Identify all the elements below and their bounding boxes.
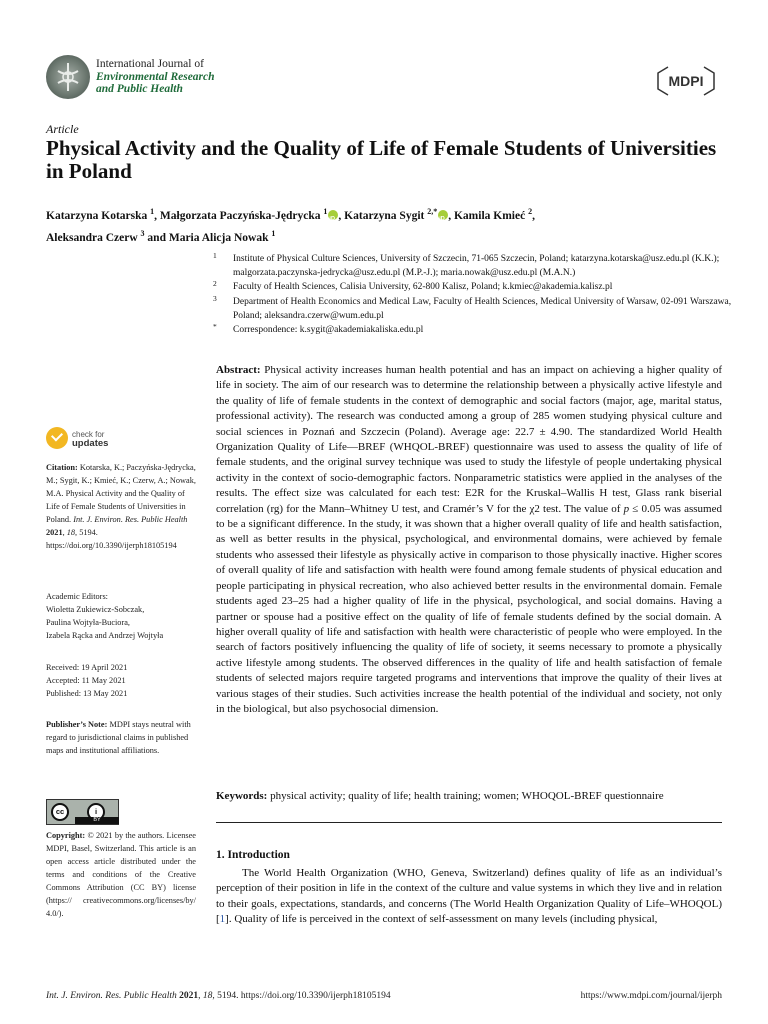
mdpi-logo-text: MDPI xyxy=(668,73,704,89)
author-affiliation-sup: 1 xyxy=(150,207,155,216)
cc-icon: cc xyxy=(51,803,69,821)
author-name: Maria Alicja Nowak xyxy=(168,231,269,244)
paper-title: Physical Activity and the Quality of Life of Female Students of Universities in Poland xyxy=(46,136,717,183)
author-affiliation-sup: 2,* xyxy=(427,207,438,216)
copyright-block xyxy=(46,829,196,920)
footer-journal-url[interactable]: https://www.mdpi.com/journal/ijerph xyxy=(580,991,722,1001)
cc-by-license-badge[interactable] xyxy=(46,799,119,825)
author-name: Aleksandra Czerw xyxy=(46,231,138,244)
citation-link[interactable]: 1 xyxy=(219,913,226,926)
check-updates-line1: check for xyxy=(72,430,105,439)
affiliation-text: Department of Health Economics and Medical Law, Faculty of Health Sciences, Medical University of Warsaw, 02-091 Warszawa, Poland; aleksandra.czerw@wum.edu.pl xyxy=(233,296,732,321)
attribution-icon: i xyxy=(87,803,105,821)
author-affiliation-sup: 1 xyxy=(323,207,328,216)
article-type: Article xyxy=(46,122,79,136)
received-date: Received: 19 April 2021 xyxy=(46,663,128,672)
section-divider xyxy=(216,822,722,823)
section-heading-introduction: 1. Introduction xyxy=(216,849,290,861)
publisher-note-label: Publisher’s Note: xyxy=(46,720,108,729)
check-updates-line2: updates xyxy=(72,438,109,449)
intro-text-continued: ]. Quality of life is perceived in the context of self-assessment on many levels (including physical, xyxy=(225,913,658,926)
academic-editors xyxy=(46,590,196,642)
affiliation-number: 1 xyxy=(213,251,217,260)
author-name: Katarzyna Sygit xyxy=(344,209,425,222)
citation-year: 2021 xyxy=(46,528,63,537)
author-affiliation-sup: 1 xyxy=(271,228,276,238)
copyright-text: © 2021 by the authors. Licensee MDPI, Basel, Switzerland. This article is an open access article distributed under the terms and conditions of the Creative Commons Attribution (CC BY) license (https:// creativecommons.org/licenses/by/ 4.0/). xyxy=(46,831,196,918)
publisher-note-text: MDPI stays neutral with regard to jurisdictional claims in published maps and institutional affiliations. xyxy=(46,720,191,755)
intro-text: The World Health Organization (WHO, Geneva, Switzerland) defines quality of life as an individual’s perception of their position in life in the context of the culture and value systems in which they live and in relation to their goals, expectations, standards, and concerns (The World Health Organization Quality of Life–WHOQOL) [ xyxy=(216,867,722,926)
affiliation-item xyxy=(213,323,733,337)
citation-journal: Int. J. Environ. Res. Public Health xyxy=(73,515,188,524)
journal-name-line2: Environmental Research xyxy=(96,70,215,83)
abstract xyxy=(216,363,722,717)
author-name: Małgorzata Paczyńska-Jędrycka xyxy=(159,209,321,222)
by-label: BY xyxy=(75,817,119,824)
keywords xyxy=(216,789,722,804)
orcid-icon[interactable] xyxy=(328,210,338,220)
journal-name xyxy=(96,58,215,96)
affiliation-item xyxy=(213,280,733,294)
author-name: Kamila Kmieć xyxy=(453,209,526,222)
citation-label: Citation: xyxy=(46,463,78,472)
affiliations xyxy=(213,252,733,337)
citation-block: Citation: Kotarska, K.; Paczyńska-Jędrycka, M.; Sygit, K.; Kmieć, K.; Czerw, A.; Nowak, M.A. Physical Activity and the Quality of Life of Female Students of Universities in Poland. Int. J. Environ. Res. Public Health 2021, 18, 5194. https://doi.org/10.3390/ijerph18105194 xyxy=(46,463,196,550)
editor-name: Izabela Rącka and Andrzej Wojtyła xyxy=(46,631,164,640)
accepted-date: Accepted: 11 May 2021 xyxy=(46,676,126,685)
abstract-label: Abstract: xyxy=(216,364,261,376)
journal-header xyxy=(46,55,726,105)
footer-citation: Int. J. Environ. Res. Public Health 2021, 18, 5194. https://doi.org/10.3390/ijerph18105194 xyxy=(46,991,391,1001)
citation-text: Kotarska, K.; Paczyńska-Jędrycka, M.; Sygit, K.; Kmieć, K.; Czerw, A.; Nowak, M.A. Physical Activity and the Quality of Life of Female Students of Universities in Poland. xyxy=(46,463,196,524)
check-icon xyxy=(46,427,68,449)
editors-label: Academic Editors: xyxy=(46,592,108,601)
keywords-text: physical activity; quality of life; health training; women; WHOQOL-BREF questionnaire xyxy=(270,790,664,802)
affiliation-text: Institute of Physical Culture Sciences, University of Szczecin, 71-065 Szczecin, Poland; katarzyna.kotarska@usz.edu.pl (K.K.); malgorzata.paczynska-jedrycka@usz.edu.pl (M.P.-J.); maria.nowak@usz.edu.pl (M.A.N.) xyxy=(233,254,720,279)
author-list: Katarzyna Kotarska $^1$, Małgorzata Paczyńska-Jędrycka $^1$iD , Katarzyna Sygit $^{2,*}$iD , Kamila Kmieć $^2$, Aleksandra Czerw $^3$ and Maria Alicja Nowak $^1$ xyxy=(46,203,736,247)
footer-volume: 18 xyxy=(202,991,213,1001)
orcid-icon[interactable] xyxy=(438,210,448,220)
affiliation-number: 3 xyxy=(213,293,217,303)
affiliation-text: Faculty of Health Sciences, Calisia University, 62-800 Kalisz, Poland; k.kmiec@akademia.kalisz.pl xyxy=(233,282,613,293)
journal-name-line1: International Journal of xyxy=(96,58,204,70)
mdpi-logo xyxy=(656,65,716,97)
journal-name-line3: and Public Health xyxy=(96,83,183,95)
citation-volume: 18 xyxy=(66,528,76,537)
affiliation-item xyxy=(213,252,733,280)
publisher-note xyxy=(46,718,196,757)
introduction-paragraph xyxy=(216,866,722,928)
keywords-label: Keywords: xyxy=(216,790,268,802)
citation-doi[interactable]: , 5194. https://doi.org/10.3390/ijerph18105194 xyxy=(46,528,177,550)
check-for-updates-button[interactable] xyxy=(46,427,126,453)
abstract-text-continued: ≤ 0.05 was assumed to be a significant difference. In the study, it was shown that a higher overall quality of life and health satisfaction, as well as better results in the physical, psychological, and environmental domains, were achieved by female students who assessed their lifestyle as physically active in comparison to those physically inactive. Higher scores of overall quality of life and satisfaction with health were found among female students of physical education and people participating in physical recreation, who also achieved better results in the environmental domain. Female students aged 23–25 had a higher quality of life in the physical, psychological, and social domains. Having a partner or spouse had a positive effect on the quality of life of female students defined by the social domain. A higher overall quality of life and satisfaction with health were characteristic of people who were employed. In the search of factors positively influencing the quality of life of society, it seems necessary to promote a physically active lifestyle among students. The observed differences in the quality of life and health satisfaction of female students of selected majors require targeted programs and interventions that improve the quality of their lives at various stages of their studies. Such activities increase the health potential of the individual and society, not only in the biological, but also psychosocial dimension. xyxy=(216,502,722,715)
published-date: Published: 13 May 2021 xyxy=(46,689,128,698)
p-symbol: p xyxy=(623,502,630,515)
author-affiliation-sup: 2 xyxy=(528,207,533,216)
copyright-label: Copyright: xyxy=(46,831,86,840)
affiliation-number: 2 xyxy=(213,279,217,289)
footer-year: 2021 xyxy=(179,991,199,1001)
affiliation-number: * xyxy=(213,322,217,332)
author-affiliation-sup: 3 xyxy=(140,228,145,238)
journal-logo-icon xyxy=(46,55,90,99)
editor-name: Wioletta Zukiewicz-Sobczak, xyxy=(46,605,145,614)
footer-doi[interactable]: , 5194. https://doi.org/10.3390/ijerph18105194 xyxy=(212,991,391,1001)
editor-name: Paulina Wojtyła-Buciora, xyxy=(46,618,130,627)
affiliation-text: Correspondence: k.sygit@akademiakaliska.edu.pl xyxy=(233,325,424,336)
publication-dates xyxy=(46,661,196,700)
abstract-text: Physical activity increases human health potential and has an impact on achieving a higher quality of life in society. The aim of our research was to determine the relationship between a physically active lifestyle and the quality of life of female students in the context of demographic and social factors (major, age, marital status, professional activity). The research was conducted among a group of 285 women studying physical culture and social sciences in Poznań and Szczecin (Poland). Average age: 22.7 ± 4.90. The standardized World Health Organization Quality of Life—BREF (WHQOL-BREF) questionnaire was used to assess the quality of life of female students, and the original survey technique was used to study the lifestyle of people undertaking physical activity in the context of socio-demographic factors. Nonparametric statistics were applied in the analyses of the results. The effect size was calculated for each test: E2R for the Kruskal–Wallis H test, Glass rank biserial correlation (rg) for the Mann–Whitney U test, and Cramér’s V for the χ2 test. The value of xyxy=(216,364,722,515)
footer-journal: Int. J. Environ. Res. Public Health xyxy=(46,991,177,1001)
affiliation-item xyxy=(213,295,733,323)
author-name: Katarzyna Kotarska xyxy=(46,209,148,222)
